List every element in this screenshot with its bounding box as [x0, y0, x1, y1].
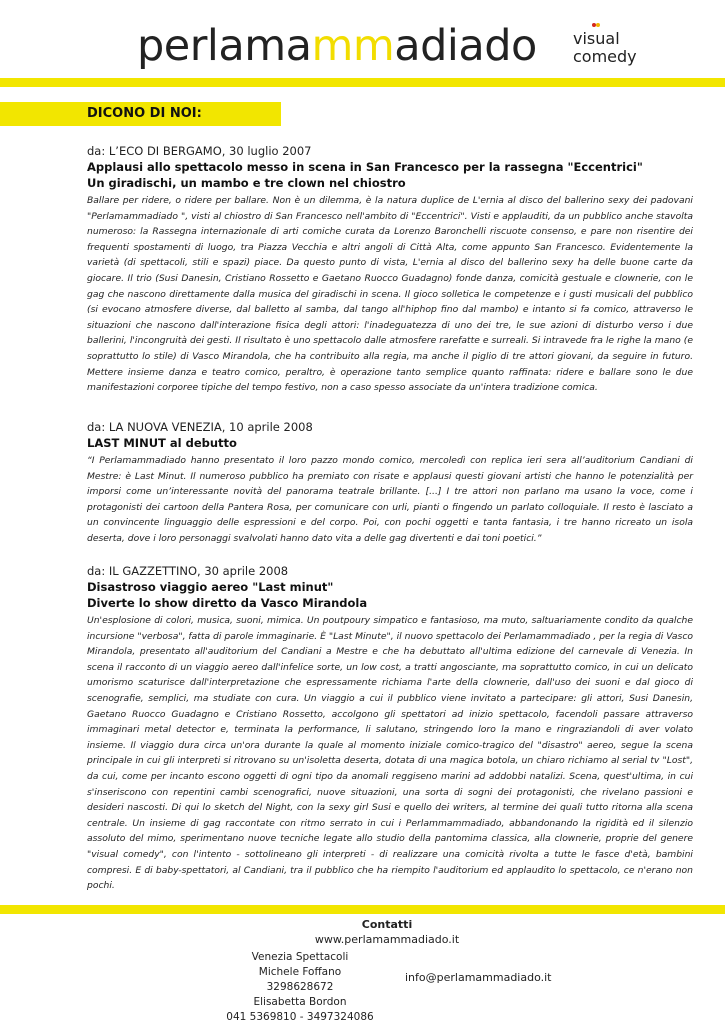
footer-divider [0, 905, 725, 914]
article-gazzettino [87, 563, 693, 894]
article-subheadline: Un giradischi, un mambo e tre clown nel chiostro [87, 176, 406, 190]
website-link[interactable]: www.perlamammadiado.it [314, 933, 460, 946]
tagline-line-1: visual [573, 29, 620, 48]
logo-mark-icon [592, 22, 600, 28]
article-body: “I Perlamammadiado hanno presentato il loro pazzo mondo comico, mercoledì con replica ieri sera all’auditorium Candiani di Mestre: è Last Minut. Il numeroso pubblico ha premiato con risate e applausi questi giovani artisti che hanno le potenzialità per imporsi come un’interessante novità del panorama teatrale brillante. [...] I tre attori non parlano ma usano la voce, come i protagonisti dei cartoon della Pantera Rosa, per comunicare con urli, pianti o fingendo un parlato colloquiale. Il resto è lasciato a un convincente linguaggio delle espressioni e del corpo. Poi, con pochi oggetti e tanta fantasia, i tre hanno ricreato un isola deserta, dove i loro personaggi svalvolati hanno dato vita a delle gag divertenti e dai toni poetici.” [87, 455, 693, 544]
article-body: Un'esplosione di colori, musica, suoni, mimica. Un poutpoury simpatico e fantasioso, ma muto, saltuariamente condito da qualche incursione "verbosa", fatta di parole immaginarie. È "Last Minute", il nuovo spettacolo dei Perlamammadiado , per la regia di Vasco Mirandola, presentato all'auditorium del Candiani a Mestre e che ha debuttato all'ultima edizione del carnevale di Venezia. In scena il racconto di un viaggio aereo dall'infelice sorte, un low cost, a tratti angosciante, ma soprattutto comico, in cui un delicato umorismo scaturisce dall'interpretazione che espressamente richiama l'arte della clownerie, dall'uso dei suoni e dal gioco di scenografie, semplici, ma studiate con cura. Un viaggio a cui il pubblico viene invitato a partecipare: gli attori, Susi Danesin, Gaetano Ruocco Guadagno e Cristiano Rossetto, accolgono gli spettatori ad inizio spettacolo, facendoli passare attraverso immaginari metal detector e, terminata la performance, li salutano, stringendo loro la mano e ringraziandoli di aver volato insieme. Il viaggio dura circa un'ora durante la quale al momento iniziale comico-tragico del "disastro" aereo, segue la scena principale in cui gli interpreti si ritrovano su un'isoletta deserta, dotata di una magica botola, un chiaro richiamo al serial tv "Lost", da cui, come per incanto escono oggetti di ogni tipo da anomali reggiseno marini ad addobbi natalizi. Scena, quest'ultima, in cui s'inseriscono con repentini cambi scenografici, nuove situazioni, una sorta di sogni dei protagonisti, che rivelano passioni e desideri nascosti. Di qui lo sketch del Night, con la sexy girl Susi e quello dei writers, al termine dei quali tutto ritorna alla scena centrale. Un insieme di gag raccontate con ritmo serrato in cui i Perlammammadiado, abbandonando la rigidità ed il silenzio assoluto del mimo, sperimentano nuove tecniche legate allo studio della pantomima classica, alla clownerie, proprie del genere "visual comedy", con l'intento - sottolineano gli interpreti - di realizzare una comicità rivolta a tutte le fasce d'età, bambini compresi. E di baby-spettatori, al Candiani, tra il pubblico che ha riempito l'auditorium ed applaudito lo spettacolo, ce n'erano non pochi. [87, 615, 693, 892]
brand-mid: mm [311, 21, 395, 71]
address-line: 041 5369810 - 3497324086 [226, 1011, 374, 1023]
logo [0, 10, 725, 80]
article-body: Ballare per ridere, o ridere per ballare. Non è un dilemma, è la natura duplice de L'ernia al disco del ballerino sexy dei padovani "Perlamammadiado ", visti al chiostro di San Francesco nell'ambito di "Eccentrici". Visti e applauditi, da un pubblico anche stavolta numeroso: la Rassegna internazionale di arti comiche curata da Lorenzo Baronchelli riscuote consenso, e pare non risentire dei frequenti spostamenti di luogo, tra Piazza Vecchia e altri angoli di Città Alta, come appunto San Francesco. Evidentemente la varietà (di spettacoli, stili e spazi) piace. Da questo punto di vista, L'ernia al disco del ballerino sexy ha delle buone carte da giocare. Il trio (Susi Danesin, Cristiano Rossetto e Gaetano Ruocco Guadagno) fonde danza, comicità gestuale e clownerie, con le gag che nascono direttamente dalla musica del giradischi in scena. Il gioco solletica le competenze e i gusti musicali del pubblico (si evocano atmosfere diverse, dal balletto al samba, dal tango all'hiphop fino dal mambo) e intanto si fa comico, attraverso le situazioni che nascono dall'interazione fisica degli attori: l'inadeguatezza di uno dei tre, le sue azioni di disturbo verso i due ballerini, l'incongruità dei gesti. Il risultato è uno spettacolo dalle atmosfere rarefatte e surreali. Si intravede fra le righe la mano (e soprattutto lo stile) di Vasco Mirandola, che ha contribuito alla regia, ma anche il piglio di tre attori giovani, da seguire in futuro. Mettere insieme danza e teatro comico, peraltro, è operazione tanto semplice quanto raffinata: ridere e ballare sono le due manifestazioni corporee tipiche del tempo festivo, non a caso spesso associate da un'intera tradizione comica. [87, 195, 693, 394]
tagline-line-2: comedy [573, 47, 637, 66]
article-subheadline: Diverte lo show diretto da Vasco Mirandola [87, 596, 368, 610]
brand-right: adiado [394, 21, 537, 71]
address-line: Elisabetta Bordon [253, 996, 347, 1008]
address-line: Venezia Spettacoli [251, 951, 349, 963]
article-source: da: LA NUOVA VENEZIA, 10 aprile 2008 [87, 420, 313, 434]
footer-contacts [0, 918, 725, 1023]
header-divider [0, 78, 725, 87]
contact-address [225, 950, 375, 1025]
article-eco-di-bergamo [87, 143, 693, 396]
tagline [573, 30, 637, 66]
brand-logo [137, 20, 537, 72]
email-link[interactable]: info@perlamammadiado.it [405, 971, 552, 984]
article-headline: LAST MINUT al debutto [87, 436, 237, 450]
article-source: da: IL GAZZETTINO, 30 aprile 2008 [87, 564, 289, 578]
article-nuova-venezia [87, 419, 693, 547]
contacts-title: Contatti [361, 918, 413, 931]
article-headline: Applausi allo spettacolo messo in scena in San Francesco per la rassegna "Eccentrici" [87, 160, 643, 174]
section-title: DICONO DI NOI: [87, 106, 202, 121]
address-line: Michele Foffano 3298628672 [258, 966, 342, 993]
brand-left: perlama [137, 21, 312, 71]
article-source: da: L’ECO DI BERGAMO, 30 luglio 2007 [87, 144, 312, 158]
article-headline: Disastroso viaggio aereo "Last minut" [87, 580, 334, 594]
